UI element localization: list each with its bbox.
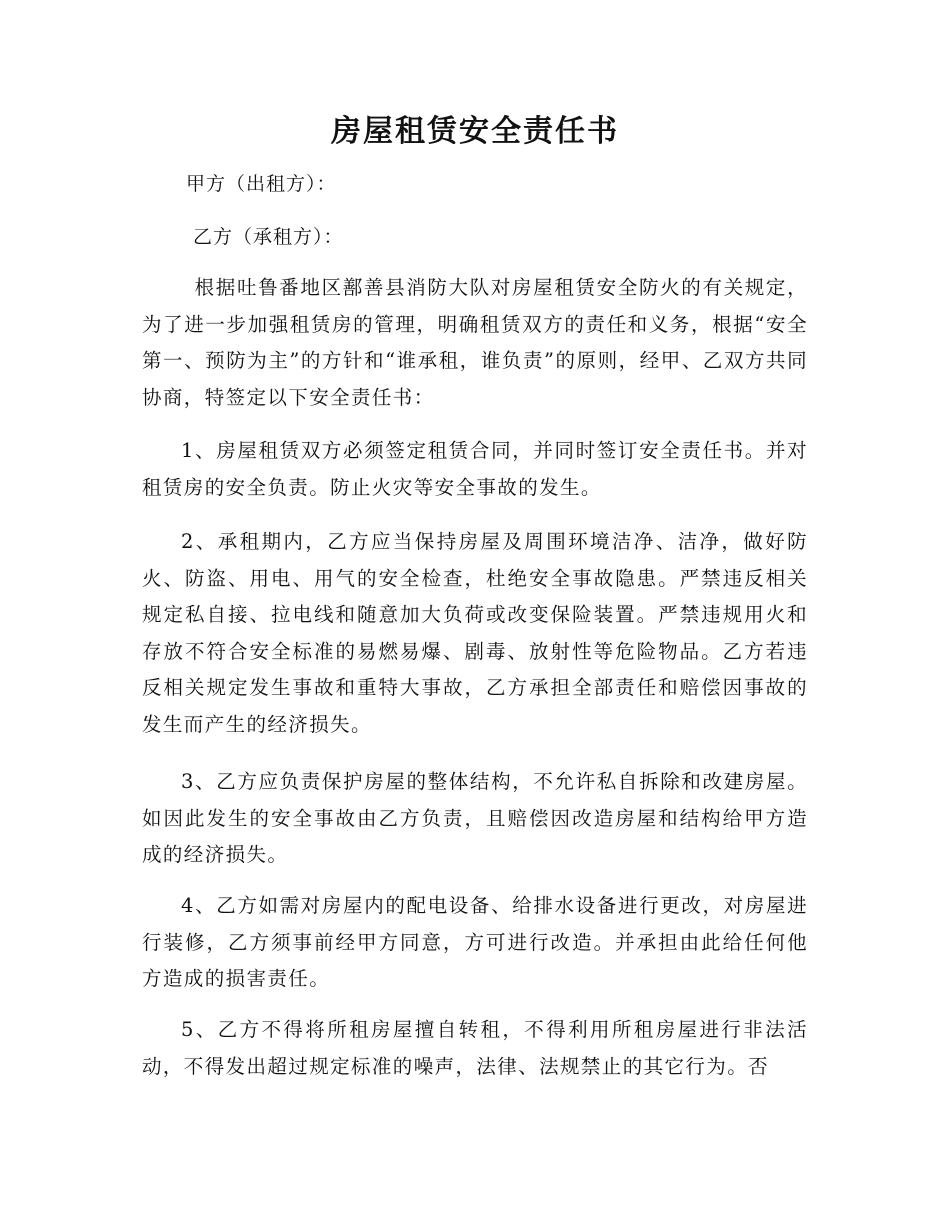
clause-3-paragraph: 3、乙方应负责保护房屋的整体结构，不允许私自拆除和改建房屋。如因此发生的安全事故由乙方负责，且赔偿因改造房屋和结构给甲方造成的经济损失。 [142, 770, 808, 866]
document-title: 房屋租赁安全责任书 [331, 114, 619, 149]
clause-2-paragraph: 2、承租期内，乙方应当保持房屋及周围环境洁净、洁净，做好防火、防盗、用电、用气的安全检查，杜绝安全事故隐患。严禁违反相关规定私自接、拉电线和随意加大负荷或改变保险装置。严禁违规用火和存放不符合安全标准的易燃易爆、剧毒、放射性等危险物品。乙方若违反相关规定发生事故和重特大事故，乙方承担全部责任和赔偿因事故的发生而产生的经济损失。 [142, 530, 808, 736]
clause-4-paragraph: 4、乙方如需对房屋内的配电设备、给排水设备进行更改，对房屋进行装修，乙方须事前经甲方同意，方可进行改造。并承担由此给任何他方造成的损害责任。 [142, 894, 808, 990]
clause-5-paragraph: 5、乙方不得将所租房屋擅自转租，不得利用所租房屋进行非法活动，不得发出超过规定标准的噪声，法律、法规禁止的其它行为。否 [142, 1018, 808, 1078]
intro-paragraph: 根据吐鲁番地区鄯善县消防大队对房屋租赁安全防火的有关规定，为了进一步加强租赁房的管理，明确租赁双方的责任和义务，根据“安全第一、预防为主”的方针和“谁承租，谁负责”的原则，经甲、乙双方共同协商，特签定以下安全责任书： [142, 276, 808, 409]
party-b-line: 乙方（承租方）： [193, 226, 344, 248]
clause-1-paragraph: 1、房屋租赁双方必须签定租赁合同，并同时签订安全责任书。并对租赁房的安全负责。防止火灾等安全事故的发生。 [142, 439, 808, 499]
party-a-line: 甲方（出租方）： [186, 173, 337, 195]
